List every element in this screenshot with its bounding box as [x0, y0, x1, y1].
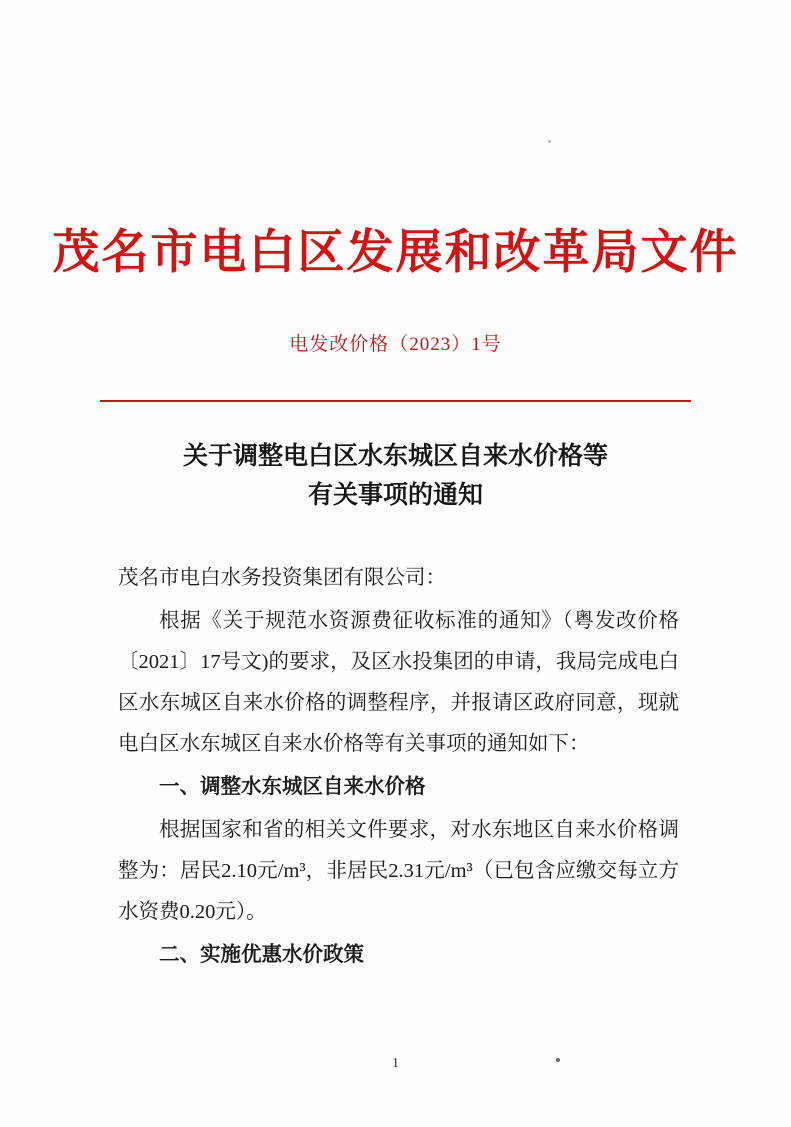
body-paragraph-1: 根据《关于规范水资源费征收标准的通知》（粤发改价格〔2021〕17号文)的要求，及区水投集团的申请，我局完成电白区水东城区自来水价格的调整程序，并报请区政府同意，现就电白区水东城区自来水价格等有关事项的通知如下： [118, 610, 679, 755]
document-header [0, 225, 791, 356]
section-heading-2: 二、实施优惠水价政策 [159, 944, 364, 966]
page-number: 1 [392, 1056, 399, 1071]
document-body [118, 558, 679, 978]
subject-line-2: 有关事项的通知 [307, 481, 483, 509]
document-subject [110, 438, 681, 516]
section-heading-1: 一、调整水东城区自来水价格 [159, 776, 426, 798]
body-paragraph-2: 根据国家和省的相关文件要求，对水东地区自来水价格调整为：居民2.10元/m³，非居民2.31元/m³（已包含应缴交每立方水资费0.20元）。 [118, 819, 679, 923]
salutation: 茂名市电白水务投资集团有限公司： [118, 567, 446, 589]
issuing-authority-title: 茂名市电白区发展和改革局文件 [52, 227, 739, 279]
header-divider-rule [100, 400, 691, 402]
document-number: 电发改价格（2023）1号 [289, 334, 502, 356]
scan-artifact-speck [548, 140, 551, 143]
subject-line-1: 关于调整电白区水东城区自来水价格等 [182, 443, 608, 470]
